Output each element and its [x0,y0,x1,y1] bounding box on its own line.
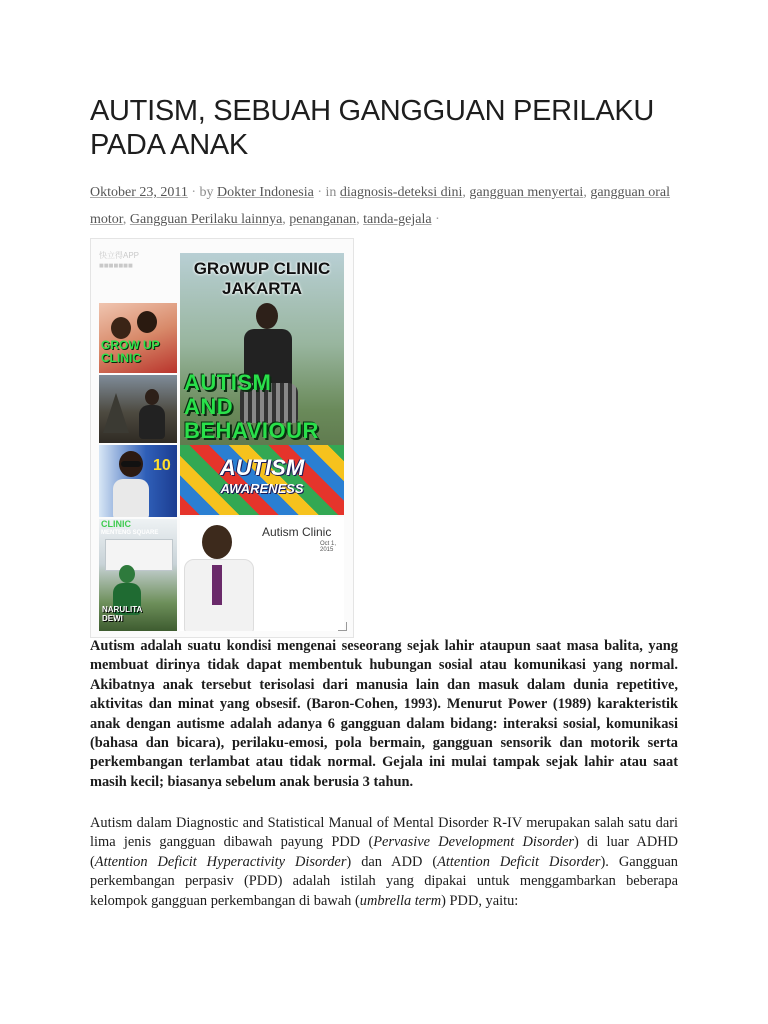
article-collage-image [90,238,354,638]
meta-separator: · [317,185,323,200]
caption-date: Oct 1, 2015 [320,541,337,553]
in-label: in [325,185,337,200]
person-name-label: NARULITA DEWI [102,605,143,623]
category-link[interactable]: diagnosis-deteksi dini [339,185,463,200]
poster-heading: GRoWUP CLINIC JAKARTA [193,259,331,298]
image-watermark: 快立得APP ■■■■■■■ [99,251,140,270]
category-link[interactable]: penanganan [289,212,357,227]
category-link[interactable]: tanda-gejala [363,212,432,227]
temple-photo-tile [99,375,177,443]
body-paragraph: Autism dalam Diagnostic and Statistical Manual of Mental Disorder R-IV merupakan salah satu dari lima jenis gangguan dibawah payung PDD (Pervasive Development Disorder) di luar ADHD (Attention Deficit Hyperactivity Disorder) dan ADD (Attention Deficit Disorder). Gangguan perkembangan perpasiv (PDD) adalah istilah yang dipakai untuk menggambarkan beberapa kelompok gangguan perkembangan di bawah (umbrella term) PDD, yaitu: [90,815,679,909]
meta-separator: · [435,212,440,227]
category-link[interactable]: Gangguan Perilaku lainnya [129,212,283,227]
kid-number-label: 10 [153,457,171,474]
article-header [90,94,680,233]
meta-separator: · [191,185,197,200]
category-link[interactable]: gangguan menyertai [469,185,584,200]
growup-label: GROW UP CLINIC [101,338,160,365]
post-date-link[interactable]: Oktober 23, 2011 [90,185,188,200]
category-link[interactable]: gangguan oral motor [90,185,671,227]
resize-corner-icon [338,622,347,631]
poster-word: AND [184,394,234,419]
clinic-label: CLINIC MENTENG SQUARE [101,519,159,536]
poster-word: AUTISM [184,370,272,395]
clinic-photo-tile [99,519,177,631]
author-link[interactable]: Dokter Indonesia [217,185,314,200]
page-title: AUTISM, SEBUAH GANGGUAN PERILAKU PADA ANAK [90,95,655,161]
autism-clinic-caption: Autism Clinic [262,525,332,539]
body-paragraph-bold: Autism adalah suatu kondisi mengenai seseorang sejak lahir ataupun saat masa balita, yang membuat dirinya tidak dapat membentuk hubungan sosial atau komunikasi yang normal. Akibatnya anak tersebut terisolasi dari manusia lain dan masuk dalam dunia repetitive, aktivitas dan minat yang obsesif. (Baron-Cohen, 1993). Menurut Power (1989) karakteristik anak dengan autisme adalah adanya 6 gangguan dalam bidang: interaksi sosial, komunikasi (bahasa dan bicara), perilaku-emosi, pola bermain, gangguan sensorik dan motorik serta perkembangan terlambat atau tidak normal. Gejala ini mulai tampak sejak lahir atau saat masih kecil; biasanya sebelum anak berusia 3 tahun. [90,638,678,790]
doctor-photo-tile [180,517,344,631]
post-meta: Oktober 23, 2011 · by Dokter Indonesia · in diagnosis-deteksi dini, gangguan menyertai, gangguan oral motor, Gangguan Perilaku lainnya, penanganan, tanda-gejala · [90,185,671,227]
kid-photo-tile [99,445,177,517]
poster-word: BEHAVIOUR [184,418,319,443]
growup-photo-tile [99,303,177,373]
by-label: by [199,185,214,200]
autism-awareness-tile: AUTISM AWARENESS [180,445,344,515]
